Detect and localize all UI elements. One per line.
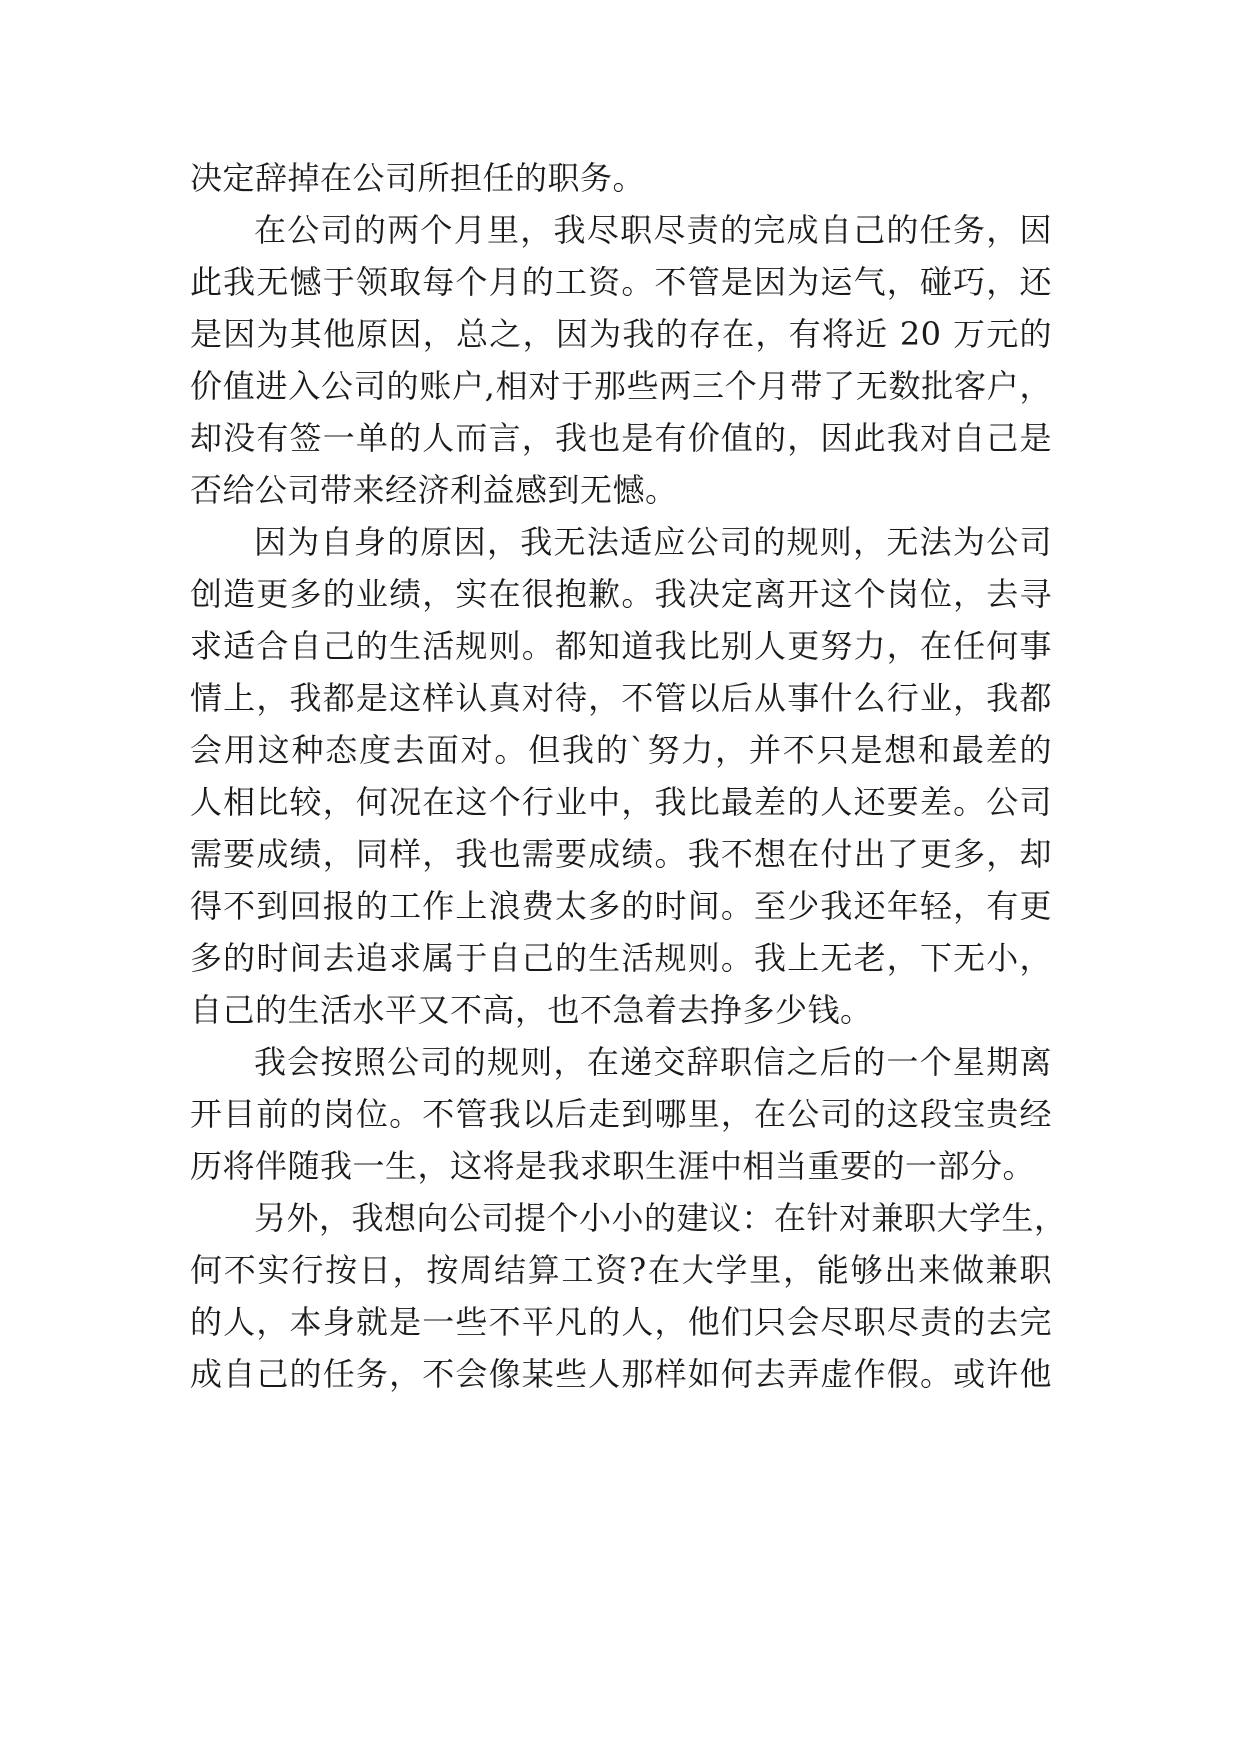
text-line: 情上，我都是这样认真对待，不管以后从事什么行业，我都 xyxy=(190,679,1052,717)
text-line: 自己的生活水平又不高，也不急着去挣多少钱。 xyxy=(190,991,873,1029)
text-line: 会用这种态度去面对。但我的`努力，并不只是想和最差的 xyxy=(190,731,1052,769)
text-line: 在公司的两个月里，我尽职尽责的完成自己的任务，因 xyxy=(254,211,1052,249)
text-line: 决定辞掉在公司所担任的职务。 xyxy=(190,159,646,197)
text-line: 需要成绩，同样，我也需要成绩。我不想在付出了更多，却 xyxy=(190,835,1052,873)
text-line: 此我无憾于领取每个月的工资。不管是因为运气，碰巧，还 xyxy=(190,263,1052,301)
document-body xyxy=(190,152,1067,1400)
text-line: 得不到回报的工作上浪费太多的时间。至少我还年轻，有更 xyxy=(190,887,1052,925)
text-line: 的人，本身就是一些不平凡的人，他们只会尽职尽责的去完 xyxy=(190,1303,1052,1341)
text-line: 价值进入公司的账户,相对于那些两三个月带了无数批客户， xyxy=(190,367,1052,405)
text-line: 人相比较，何况在这个行业中，我比最差的人还要差。公司 xyxy=(190,783,1052,821)
text-line: 我会按照公司的规则，在递交辞职信之后的一个星期离 xyxy=(254,1043,1052,1081)
text-line: 否给公司带来经济利益感到无憾。 xyxy=(190,471,678,509)
text-line: 何不实行按日，按周结算工资?在大学里，能够出来做兼职 xyxy=(190,1251,1052,1289)
text-line: 求适合自己的生活规则。都知道我比别人更努力，在任何事 xyxy=(190,627,1052,665)
text-line: 却没有签一单的人而言，我也是有价值的，因此我对自己是 xyxy=(190,419,1052,457)
text-line: 是因为其他原因，总之，因为我的存在，有将近 20 万元的 xyxy=(190,315,1052,353)
text-line: 创造更多的业绩，实在很抱歉。我决定离开这个岗位，去寻 xyxy=(190,575,1052,613)
text-line: 成自己的任务，不会像某些人那样如何去弄虚作假。或许他 xyxy=(190,1355,1052,1393)
text-line: 历将伴随我一生，这将是我求职生涯中相当重要的一部分。 xyxy=(190,1147,1036,1185)
text-line: 多的时间去追求属于自己的生活规则。我上无老，下无小， xyxy=(190,939,1052,977)
text-line: 另外，我想向公司提个小小的建议：在针对兼职大学生， xyxy=(254,1199,1067,1237)
text-line: 开目前的岗位。不管我以后走到哪里，在公司的这段宝贵经 xyxy=(190,1095,1052,1133)
text-line: 因为自身的原因，我无法适应公司的规则，无法为公司 xyxy=(254,523,1052,561)
